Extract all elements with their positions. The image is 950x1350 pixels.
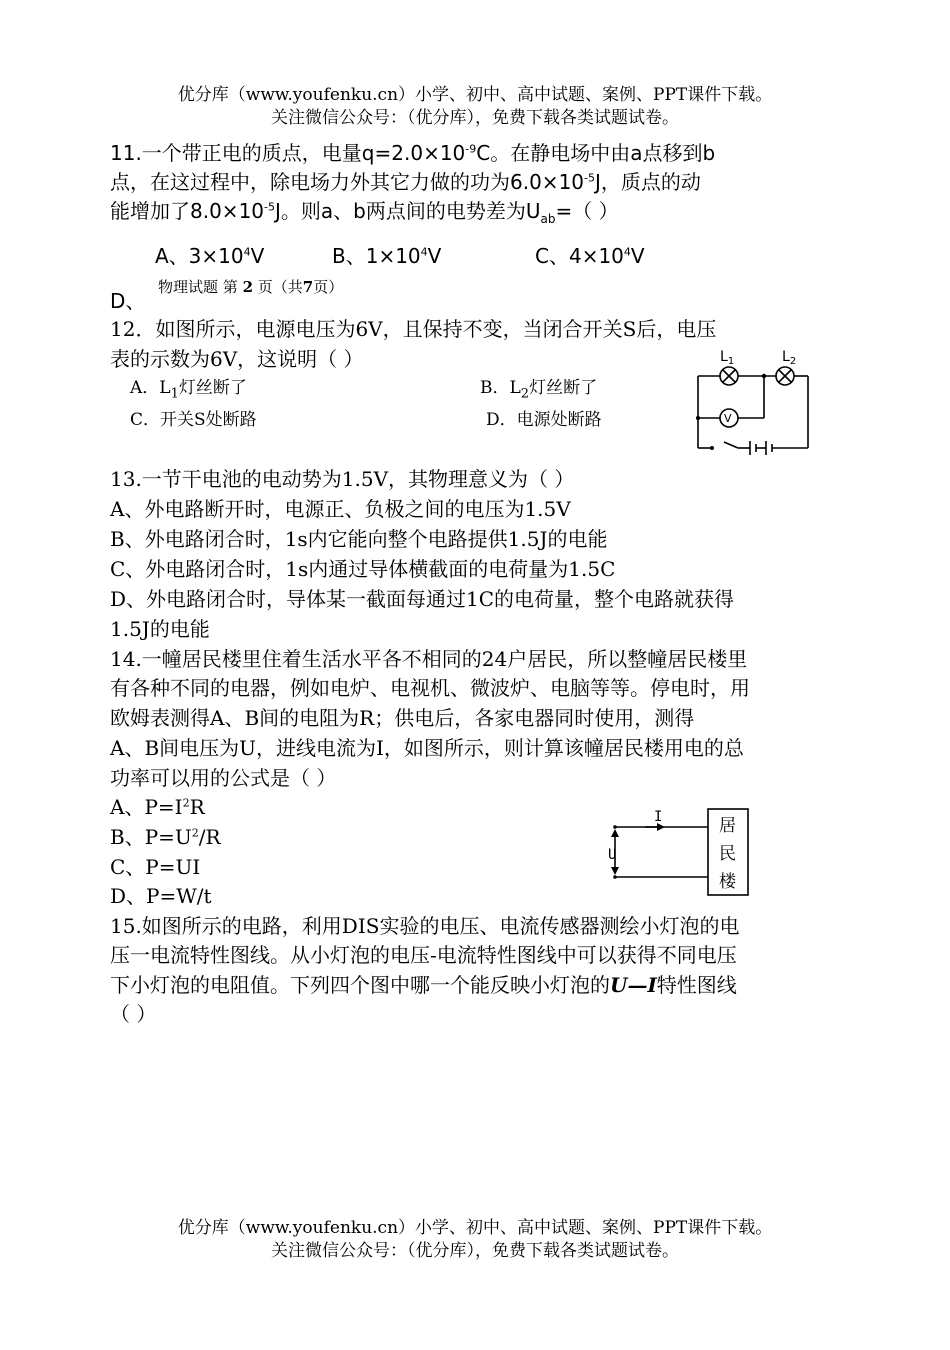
q14-line-2: 有各种不同的电器，例如电炉、电视机、微波炉、电脑等等。停电时，用: [110, 676, 750, 700]
box-char-1: 居: [719, 816, 736, 836]
q12-option-a: A．$L_1$灯丝断了: [130, 378, 247, 402]
footer-line-1: 优分库（www.youfenku.cn）小学、初中、高中试题、案例、PPT课件下载。: [177, 1218, 773, 1238]
page-break-mask: [150, 300, 435, 315]
box-char-3: 楼: [719, 872, 736, 892]
q14-option-d: D、P=W/t: [110, 884, 212, 908]
box-char-2: 民: [719, 844, 736, 864]
lamp-l2-label: $L_2$: [782, 349, 797, 367]
q11-option-b: B、$1\times 10^4V$: [332, 244, 442, 268]
q14-option-a: A、$P=I^2R$: [110, 795, 205, 819]
footer-line-2: 关注微信公众号：（优分库），免费下载各类试题试卷。: [271, 1241, 679, 1261]
lamp-l1-label: $L_1$: [720, 349, 735, 367]
q12-line-2: 表的示数为6V，这说明（ ）: [110, 347, 364, 371]
q12-option-c: C．开关S处断路: [130, 410, 257, 430]
q11-line-1: 11.一个带正电的质点，电量$q=2.0\times 10^{-9}C$。在静电场中由a点移到b: [110, 141, 716, 165]
current-label: I: [654, 809, 663, 825]
q11-line-3: 能增加了$8.0\times 10^{-5}J$。则a、b两点间的电势差为$U_{ab}=$（ ）: [110, 199, 619, 226]
q12-option-b: B．$L_2$灯丝断了: [480, 378, 598, 402]
page-footer: 物理试题 第 2 页（共7页）: [158, 278, 344, 296]
q11-option-c: C、$4\times 10^4V$: [535, 244, 645, 268]
q11-option-d: D、: [110, 289, 146, 313]
q14-line-1: 14.一幢居民楼里住着生活水平各不相同的24户居民，所以整幢居民楼里: [110, 647, 748, 671]
voltmeter-label: V: [724, 412, 732, 425]
header-line-1: 优分库（www.youfenku.cn）小学、初中、高中试题、案例、PPT课件下载。: [177, 85, 773, 105]
q15-line-1: 15.如图所示的电路，利用DIS实验的电压、电流传感器测绘小灯泡的电: [110, 914, 740, 938]
q13-option-d-line-1: D、外电路闭合时，导体某一截面每通过1C的电荷量，整个电路就获得: [110, 587, 735, 611]
q13-option-b: B、外电路闭合时，1s内它能向整个电路提供1.5J的电能: [110, 527, 608, 551]
q13-option-a: A、外电路断开时，电源正、负极之间的电压为1.5V: [110, 497, 571, 521]
header-line-2: 关注微信公众号：（优分库），免费下载各类试题试卷。: [271, 108, 679, 128]
q14-option-b: B、$P=U^2/R$: [110, 825, 221, 849]
q14-line-5: 功率可以用的公式是（ ）: [110, 766, 337, 790]
voltage-label: U: [608, 847, 617, 863]
q14-line-3: 欧姆表测得A、B间的电阻为R；供电后，各家电器同时使用，测得: [110, 706, 695, 730]
q13-option-d-line-2: 1.5J的电能: [110, 617, 210, 641]
q15-line-3: 下小灯泡的电阻值。下列四个图中哪一个能反映小灯泡的U—I特性图线: [110, 973, 737, 997]
q14-line-4: A、B间电压为U，进线电流为I，如图所示，则计算该幢居民楼用电的总: [110, 736, 744, 760]
q15-line-4: （ ）: [110, 1002, 157, 1026]
q11-line-2: 点，在这过程中，除电场力外其它力做的功为$6.0\times 10^{-5}J$，质点的动: [110, 170, 701, 194]
q12-line-1: 12．如图所示，电源电压为6V，且保持不变，当闭合开关S后，电压: [110, 317, 717, 341]
q12-option-d: D．电源处断路: [486, 410, 602, 430]
q14-option-c: C、P=UI: [110, 855, 201, 879]
q13-option-c: C、外电路闭合时，1s内通过导体横截面的电荷量为1.5C: [110, 557, 616, 581]
q15-line-2: 压一电流特性图线。从小灯泡的电压-电流特性图线中可以获得不同电压: [110, 943, 737, 967]
q11-option-a: A、$3\times 10^4V$: [155, 244, 265, 268]
q12-circuit-diagram: [690, 344, 815, 459]
q13-stem: 13.一节干电池的电动势为1.5V，其物理意义为（ ）: [110, 467, 575, 491]
q14-building-diagram: [605, 805, 755, 900]
